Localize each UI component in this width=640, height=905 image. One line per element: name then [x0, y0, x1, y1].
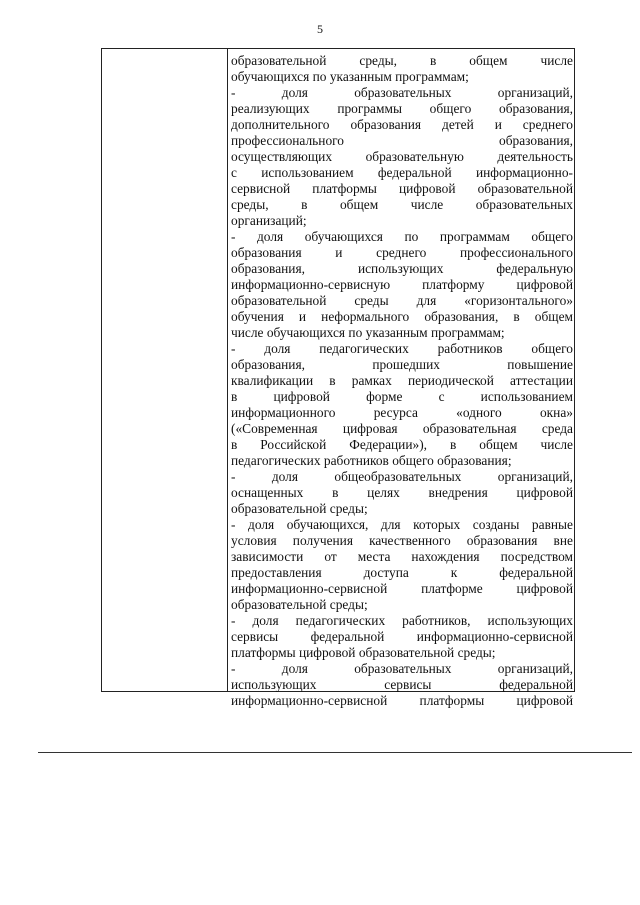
text-line: информационно-сервисной платформы цифровой [231, 693, 573, 708]
text-line: педагогических работников общего образования; [231, 453, 512, 468]
page-number: 5 [317, 22, 323, 36]
text-line: предоставления доступа к федеральной [231, 565, 573, 580]
text-line: - доля педагогических работников, использующих [231, 613, 573, 628]
text-line: с использованием федеральной информационно- [231, 165, 573, 180]
text-line: информационного ресурса «одного окна» [231, 405, 573, 420]
text-line: осуществляющих образовательную деятельность [231, 149, 573, 164]
text-line: образовательной среды; [231, 501, 368, 516]
text-line: образовательной среды; [231, 597, 368, 612]
document-table [101, 48, 575, 708]
text-line: - доля образовательных организаций, [231, 661, 573, 676]
text-line: сервисы федеральной информационно-сервисной [231, 629, 573, 644]
text-line: зависимости от места нахождения посредством [231, 549, 573, 564]
text-line: - доля обучающихся по программам общего [231, 229, 573, 244]
text-line: профессионального образования, [231, 133, 573, 148]
text-line: среды, в общем числе образовательных [231, 197, 573, 212]
text-line: - доля педагогических работников общего [231, 341, 573, 356]
text-line: дополнительного образования детей и среднего [231, 117, 573, 132]
text-line: информационно-сервисной платформе цифровой [231, 581, 573, 596]
footer-divider [38, 752, 632, 753]
text-line: сервисной платформы цифровой образовательной [231, 181, 573, 196]
text-line: реализующих программы общего образования, [231, 101, 573, 116]
text-line: образования и среднего профессионального [231, 245, 573, 260]
text-line: обучающихся по указанным программам; [231, 69, 469, 84]
text-line: - доля обучающихся, для которых созданы равные [231, 517, 573, 532]
text-line: образовательной среды для «горизонтального» [231, 293, 573, 308]
text-line: оснащенных в целях внедрения цифровой [231, 485, 573, 500]
text-line: платформы цифровой образовательной среды; [231, 645, 496, 660]
text-line: использующих сервисы федеральной [231, 677, 573, 692]
text-line: образования, прошедших повышение [231, 357, 573, 372]
text-line: образования, использующих федеральную [231, 261, 573, 276]
text-line: в цифровой форме с использованием [231, 389, 573, 404]
text-line: образовательной среды, в общем числе [231, 53, 573, 68]
text-line: информационно-сервисную платформу цифровой [231, 277, 573, 292]
text-line: в Российской Федерации»), в общем числе [231, 437, 573, 452]
text-line: числе обучающихся по указанным программам; [231, 325, 505, 340]
table-left-cell [102, 49, 228, 691]
text-line: - доля образовательных организаций, [231, 85, 573, 100]
text-line: организаций; [231, 213, 307, 228]
table-right-cell [231, 53, 573, 709]
text-line: обучения и неформального образования, в общем [231, 309, 573, 324]
text-line: - доля общеобразовательных организаций, [231, 469, 573, 484]
text-line: («Современная цифровая образовательная среда [231, 421, 573, 436]
text-line: условия получения качественного образования вне [231, 533, 573, 548]
text-line: квалификации в рамках периодической аттестации [231, 373, 573, 388]
